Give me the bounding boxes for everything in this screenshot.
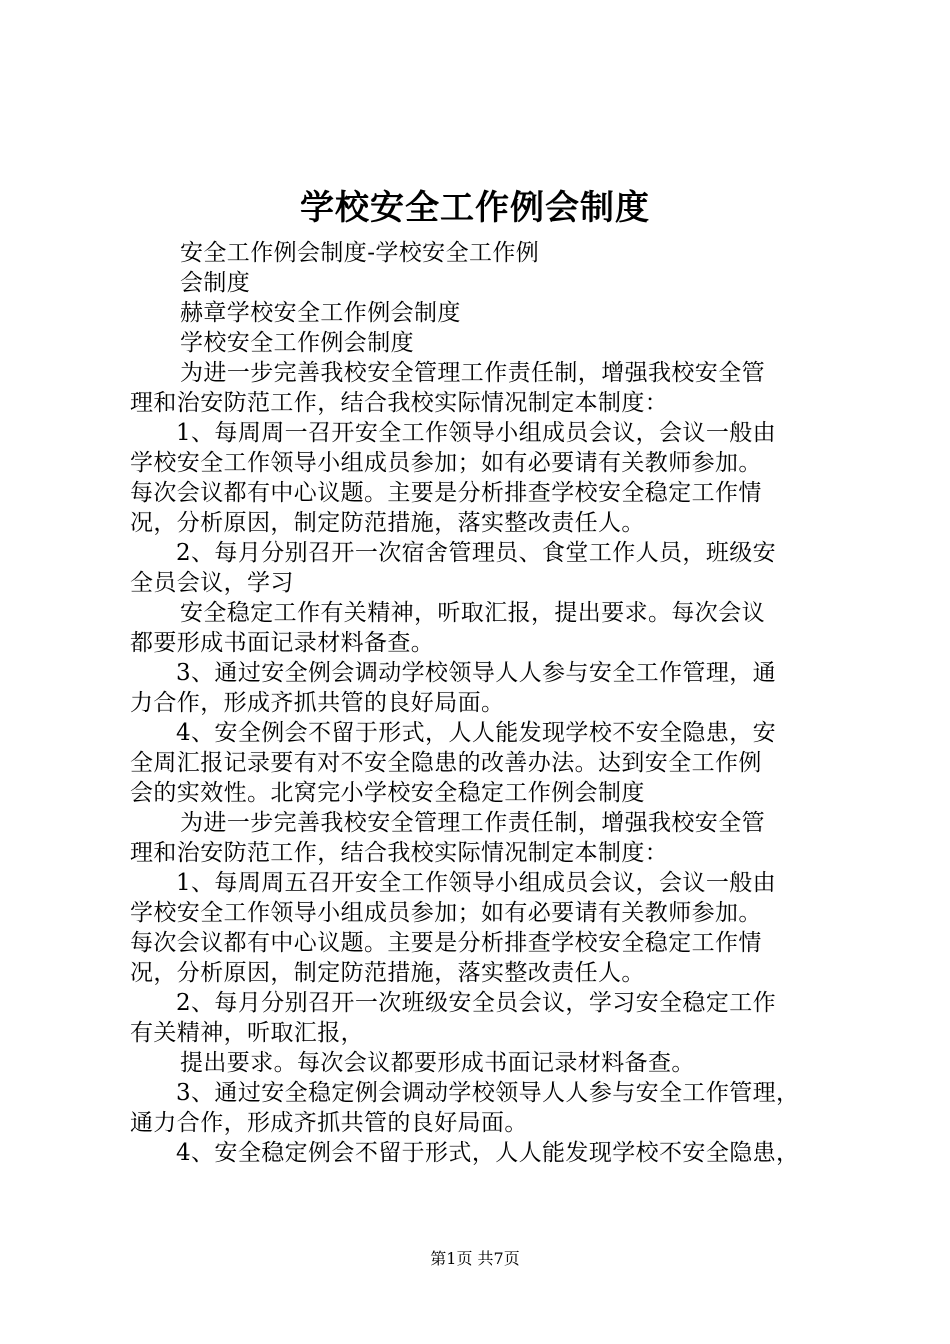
- text-line: 1、每周周五召开安全工作领导小组成员会议，会议一般由: [176, 870, 777, 896]
- text-line: 赫章学校安全工作例会制度: [180, 300, 461, 326]
- text-line: 况，分析原因，制定防范措施，落实整改责任人。: [130, 960, 645, 986]
- text-line: 会制度: [180, 270, 251, 296]
- document-title: 学校安全工作例会制度: [300, 188, 650, 228]
- text-line: 力合作，形成齐抓共管的良好局面。: [130, 690, 505, 716]
- text-line: 2、每月分别召开一次班级安全员会议，学习安全稳定工作: [176, 990, 777, 1016]
- text-line: 为进一步完善我校安全管理工作责任制，增强我校安全管: [180, 360, 765, 386]
- text-line: 会的实效性。北窝完小学校安全稳定工作例会制度: [130, 780, 645, 806]
- text-line: 安全工作例会制度-学校安全工作例: [180, 240, 540, 266]
- text-line: 为进一步完善我校安全管理工作责任制，增强我校安全管: [180, 810, 765, 836]
- text-line: 有关精神，听取汇报，: [130, 1020, 364, 1046]
- text-line: 学校安全工作领导小组成员参加；如有必要请有关教师参加。: [130, 450, 762, 476]
- text-line: 2、每月分别召开一次宿舍管理员、食堂工作人员，班级安: [176, 540, 777, 566]
- text-line: 3、通过安全稳定例会调动学校领导人人参与安全工作管理，: [176, 1080, 800, 1106]
- text-line: 每次会议都有中心议题。主要是分析排查学校安全稳定工作情: [130, 480, 762, 506]
- text-line: 况，分析原因，制定防范措施，落实整改责任人。: [130, 510, 645, 536]
- text-line: 理和治安防范工作，结合我校实际情况制定本制度：: [130, 840, 669, 866]
- text-line: 通力合作，形成齐抓共管的良好局面。: [130, 1110, 528, 1136]
- text-line: 都要形成书面记录材料备查。: [130, 630, 435, 656]
- text-line: 学校安全工作例会制度: [180, 330, 414, 356]
- text-line: 全周汇报记录要有对不安全隐患的改善办法。达到安全工作例: [130, 750, 762, 776]
- text-line: 安全稳定工作有关精神，听取汇报，提出要求。每次会议: [180, 600, 765, 626]
- text-line: 1、每周周一召开安全工作领导小组成员会议，会议一般由: [176, 420, 777, 446]
- text-line: 4、安全稳定例会不留于形式，人人能发现学校不安全隐患，: [176, 1140, 800, 1166]
- text-line: 提出要求。每次会议都要形成书面记录材料备查。: [180, 1050, 695, 1076]
- text-line: 学校安全工作领导小组成员参加；如有必要请有关教师参加。: [130, 900, 762, 926]
- text-line: 3、通过安全例会调动学校领导人人参与安全工作管理，通: [176, 660, 777, 686]
- text-line: 理和治安防范工作，结合我校实际情况制定本制度：: [130, 390, 669, 416]
- text-line: 每次会议都有中心议题。主要是分析排查学校安全稳定工作情: [130, 930, 762, 956]
- page-number-footer: 第1页 共7页: [430, 1249, 520, 1268]
- text-line: 全员会议，学习: [130, 570, 294, 596]
- text-line: 4、安全例会不留于形式，人人能发现学校不安全隐患，安: [176, 720, 777, 746]
